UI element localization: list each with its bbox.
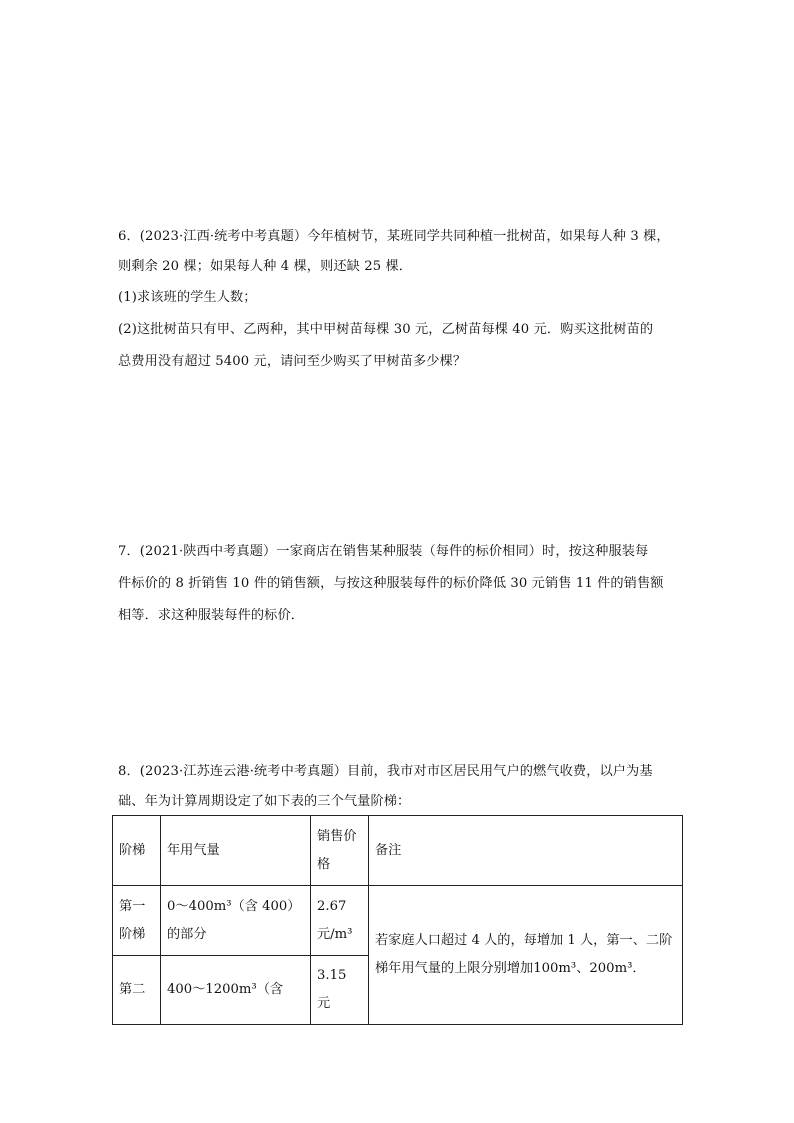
- q8-line-2: 础、年为计算周期设定了如下表的三个气量阶梯：: [118, 794, 411, 809]
- gas-tier-table: [112, 815, 683, 1025]
- cell-tier: 第二: [113, 956, 161, 1025]
- header-remark: 备注: [369, 816, 683, 886]
- q7-line-3: 相等．求这种服装每件的标价．: [118, 608, 305, 623]
- cell-remark: 若家庭人口超过 4 人的，每增加 1 人，第一、二阶梯年用气量的上限分别增加100m³、200m³．: [369, 886, 683, 1025]
- header-tier: 阶梯: [113, 816, 161, 886]
- header-amount: 年用气量: [161, 816, 311, 886]
- q6-line-5: 总费用没有超过 5400 元，请问至少购买了甲树苗多少棵？: [118, 354, 467, 369]
- cell-tier: 第一阶梯: [113, 886, 161, 956]
- cell-amount: 0～400m³（含 400）的部分: [161, 886, 311, 956]
- cell-amount: 400～1200m³（含: [161, 956, 311, 1025]
- header-price: 销售价格: [311, 816, 369, 886]
- q8-line-1: 8．(2023·江苏连云港·统考中考真题）目前，我市对市区居民用气户的燃气收费，以户为基: [118, 764, 653, 779]
- cell-price: 2.67 元/m³: [311, 886, 369, 956]
- q6-line-3: (1)求该班的学生人数；: [118, 290, 257, 305]
- q7-line-2: 件标价的 8 折销售 10 件的销售额，与按这种服装每件的标价降低 30 元销售 11 件的销售额: [118, 576, 664, 591]
- q6-line-4: (2)这批树苗只有甲、乙两种，其中甲树苗每棵 30 元，乙树苗每棵 40 元．购买这批树苗的: [118, 322, 654, 337]
- q6-line-1: 6．(2023·江西·统考中考真题）今年植树节，某班同学共同种植一批树苗，如果每人种 3 棵，: [118, 229, 670, 244]
- cell-price: 3.15 元: [311, 956, 369, 1025]
- q6-line-2: 则剩余 20 棵；如果每人种 4 棵，则还缺 25 棵．: [118, 259, 413, 274]
- q7-line-1: 7．(2021·陕西中考真题）一家商店在销售某种服装（每件的标价相同）时，按这种服装每: [118, 544, 649, 559]
